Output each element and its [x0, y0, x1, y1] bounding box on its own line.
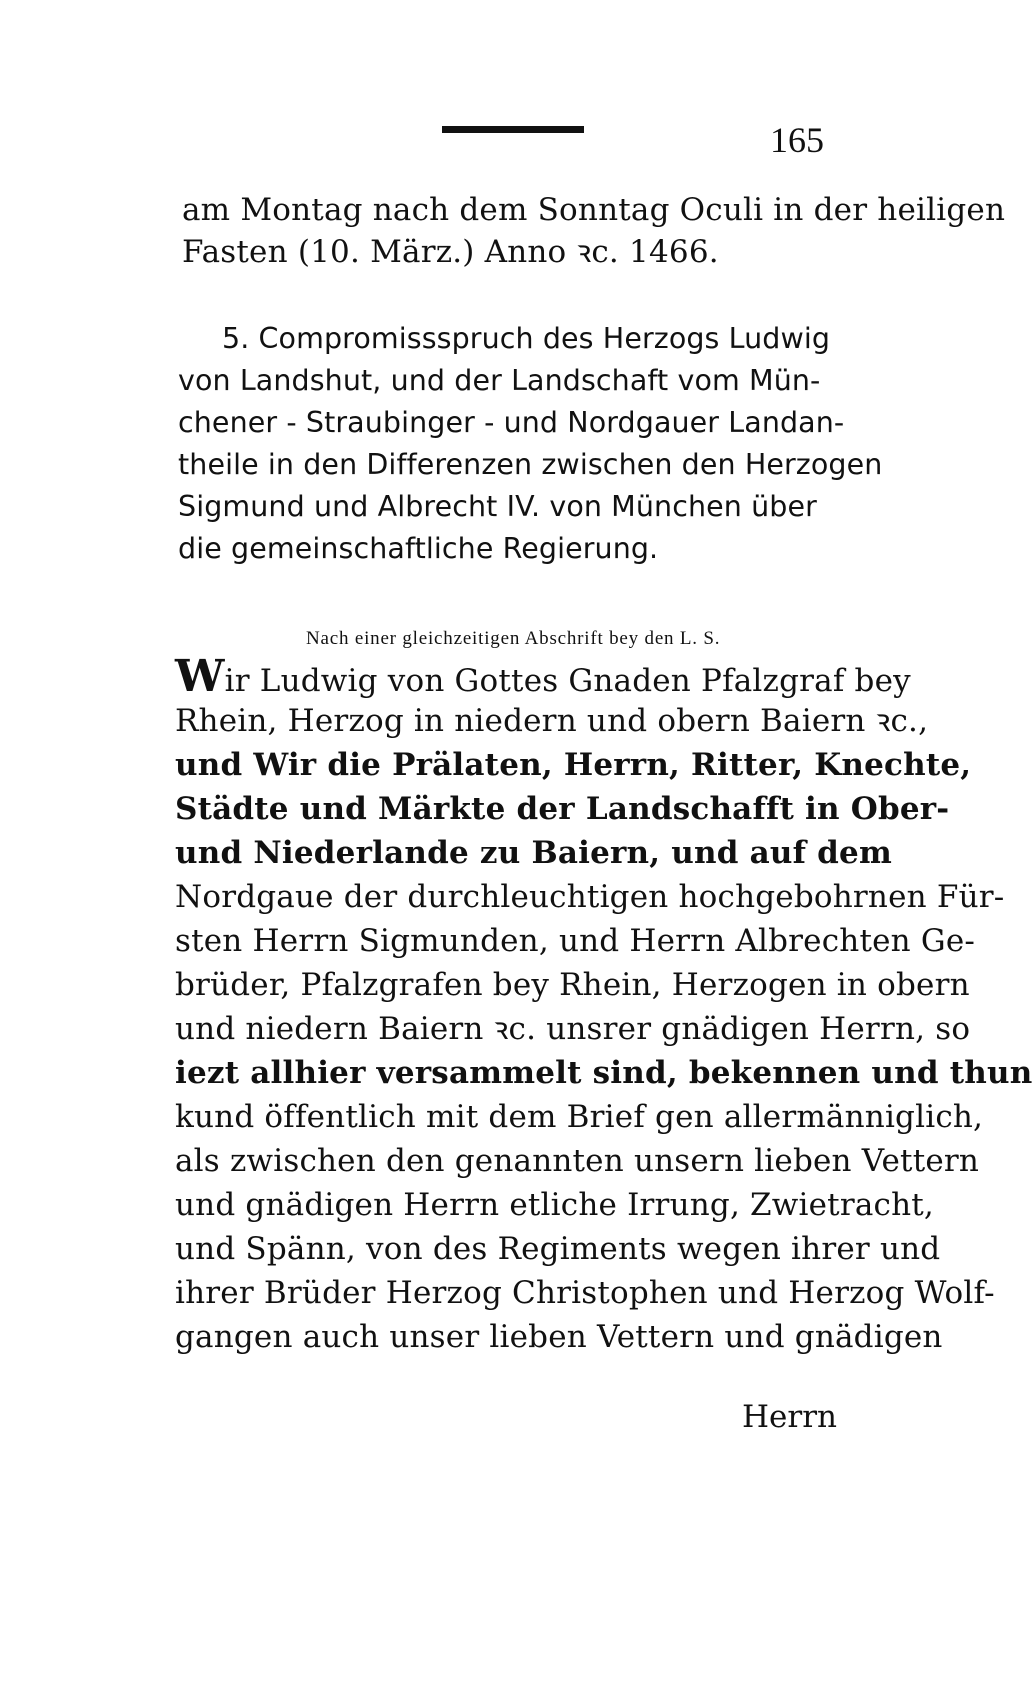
heading-line-2: von Landshut, und der Landschaft vom Mün-	[178, 364, 821, 397]
catchword: Herrn	[742, 1399, 837, 1435]
body-line-14: und Spänn, von des Regiments wegen ihrer und	[175, 1231, 941, 1267]
body-line-9: und niedern Baiern ꝛc. unsrer gnädigen Herrn, so	[175, 1011, 971, 1047]
body-line-1	[175, 651, 911, 702]
source-note: Nach einer gleichzeitigen Abschrift bey den L. S.	[306, 628, 721, 649]
body-line-13: und gnädigen Herrn etliche Irrung, Zwietracht,	[175, 1187, 934, 1223]
body-line-10: iezt allhier versammelt sind, bekennen und thun	[175, 1055, 1032, 1091]
body-line-6: Nordgaue der durchleuchtigen hochgebohrnen Für-	[175, 879, 1005, 915]
page-number: 165	[770, 120, 824, 160]
heading-line-1: 5. Compromissspruch des Herzogs Ludwig	[222, 322, 831, 355]
body-line-11: kund öffentlich mit dem Brief gen allermänniglich,	[175, 1099, 984, 1135]
body-line-1-text: ir Ludwig von Gottes Gnaden Pfalzgraf bey	[224, 663, 911, 699]
body-line-8: brüder, Pfalzgrafen bey Rhein, Herzogen in obern	[175, 967, 970, 1003]
heading-line-5: Sigmund und Albrecht IV. von München über	[178, 490, 817, 523]
body-line-12: als zwischen den genannten unsern lieben Vettern	[175, 1143, 980, 1179]
body-line-7: sten Herrn Sigmunden, und Herrn Albrechten Ge-	[175, 923, 976, 959]
body-line-15: ihrer Brüder Herzog Christophen und Herzog Wolf-	[175, 1275, 995, 1311]
body-line-5: und Niederlande zu Baiern, und auf dem	[175, 835, 892, 871]
body-line-2: Rhein, Herzog in niedern und obern Baiern ꝛc.,	[175, 703, 929, 739]
heading-line-4: theile in den Differenzen zwischen den Herzogen	[178, 448, 883, 481]
initial-letter: W	[175, 651, 225, 702]
heading-line-3: chener - Straubinger - und Nordgauer Landan-	[178, 406, 845, 439]
body-line-3: und Wir die Prälaten, Herrn, Ritter, Knechte,	[175, 747, 972, 783]
heading-line-6: die gemeinschaftliche Regierung.	[178, 532, 659, 565]
body-line-16: gangen auch unser lieben Vettern und gnädigen	[175, 1319, 943, 1355]
header-rule	[442, 126, 584, 133]
body-line-4: Städte und Märkte der Landschafft in Ober-	[175, 791, 950, 827]
intro-line-1: am Montag nach dem Sonntag Oculi in der heiligen	[182, 192, 1006, 228]
intro-line-2: Fasten (10. März.) Anno ꝛc. 1466.	[182, 234, 719, 270]
